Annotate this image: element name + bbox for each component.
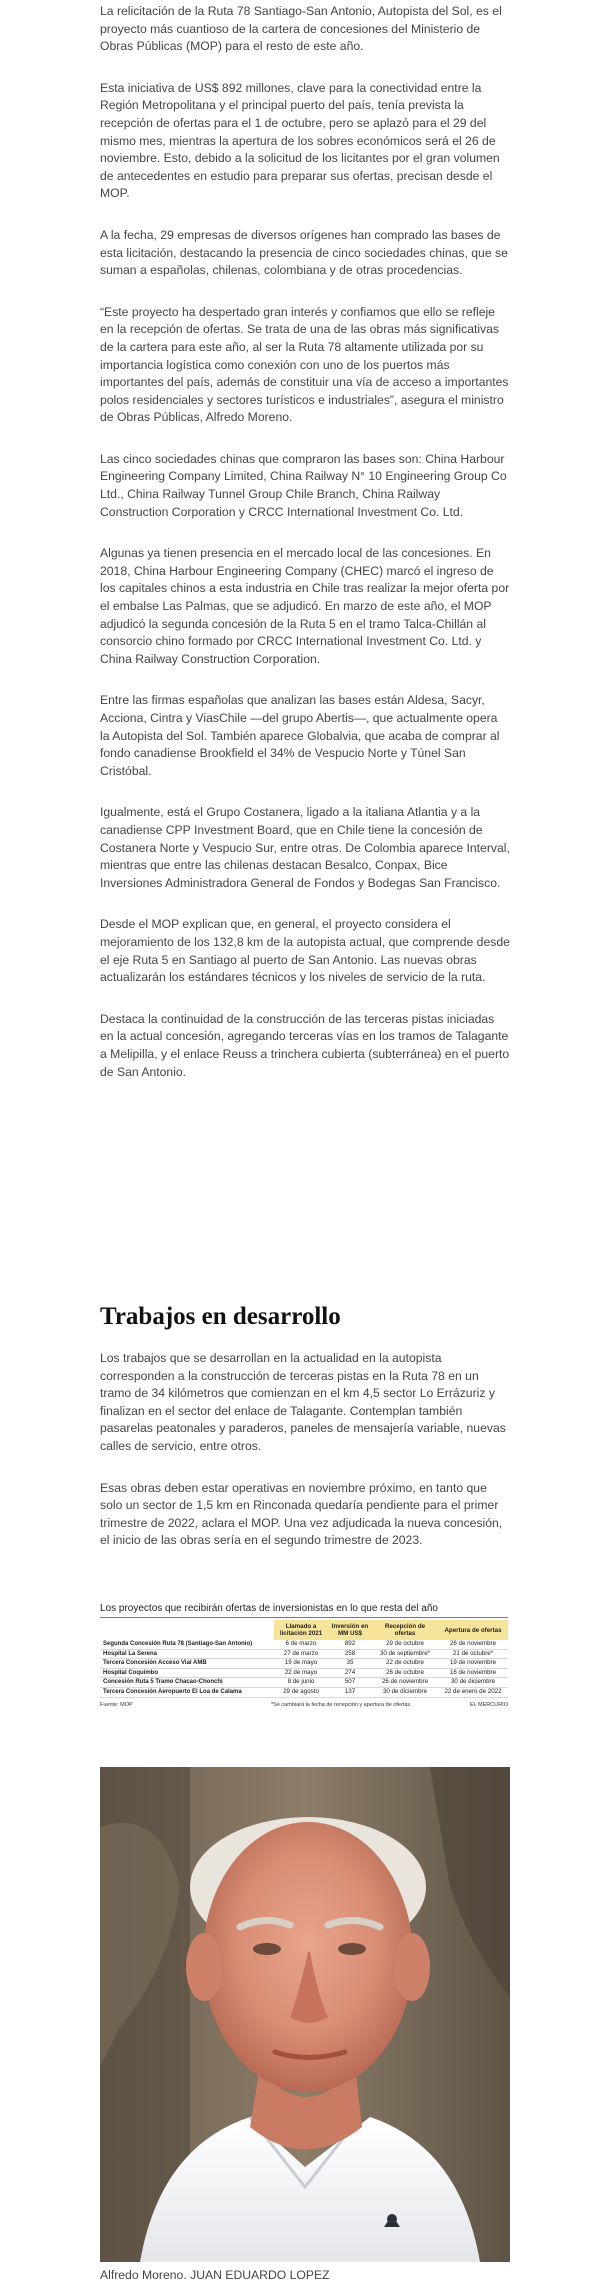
tender-date-cell: 29 de agosto <box>274 1687 328 1697</box>
article-paragraph: Desde el MOP explican que, en general, el proyecto considera el mejoramiento de los 132,8 km de la autopista actual, que comprende desde el eje Ruta 5 en Santiago al puerto de San Antonio. Las nuevas obras actualizarán los estándares técnicos y los niveles de servicio de la ruta. <box>100 917 510 985</box>
portrait-illustration <box>100 1767 510 2262</box>
project-name-cell: Concesión Ruta 5 Tramo Chacao-Chonchi <box>100 1678 274 1688</box>
quote-paragraph: “Este proyecto ha despertado gran interés y confiamos que ello se refleje en la recepción de ofertas. Se trata de una de las obras más significativas de la cartera para este año, al ser la Ruta 78 altamente utilizada por su importancia logística como conexión con uno de los puertos más importantes del país, además de constituir una vía de acceso a importantes polos residenciales y sectores turísticos e industriales”, asegura el ministro de Obras Públicas, Alfredo Moreno. <box>100 304 509 425</box>
table-row <box>100 1649 508 1659</box>
table-row <box>100 1640 508 1649</box>
article-paragraph: Esas obras deben estar operativas en noviembre próximo, en tanto que solo un sector de 1,5 km en Rinconada quedaría pendiente para el primer trimestre de 2022, aclara el MOP. Una vez adjudicada la nueva concesión, el inicio de las obras sería en el segundo trimestre de 2023. <box>100 1480 503 1548</box>
tender-date-cell: 22 de mayo <box>274 1668 328 1678</box>
opening-date-cell: 21 de octubre* <box>438 1649 508 1659</box>
project-name-cell: Hospital La Serena <box>100 1649 274 1659</box>
table-source: Fuente: MOP <box>100 1701 133 1708</box>
photo-caption: Alfredo Moreno. JUAN EDUARDO LOPEZ <box>100 2268 330 2282</box>
article-paragraph: Algunas ya tienen presencia en el mercado local de las concesiones. En 2018, China Harbour Engineering Company (CHEC) marcó el ingreso de los capitales chinos a esta industria en Chile tras realizar la mejor oferta por el embalse Las Palmas, que se adjudicó. En marzo de este año, el MOP adjudicó la segunda concesión de la Ruta 5 en el tramo Talca-Chillán al consorcio chino formado por CRCC International Investment Co. Ltd. y China Railway Construction Corporation. <box>100 546 510 666</box>
table-row <box>100 1668 508 1678</box>
project-name-cell: Tercera Concesión Acceso Vial AMB <box>100 1659 274 1669</box>
table-rule <box>100 1617 508 1618</box>
investment-cell: 892 <box>328 1640 372 1649</box>
article-paragraph: Los trabajos que se desarrollan en la actualidad en la autopista corresponden a la construcción de terceras pistas en la Ruta 78 en un tramo de 34 kilómetros que comienzan en el km 4,5 sector Lo Errázuriz y finalizan en el sector del enlace de Talagante. Contemplan también pasarelas peatonales y paraderos, paneles de mensajería variable, nuevas calles de servicio, entre otros. <box>100 1351 506 1453</box>
table-row <box>100 1687 508 1697</box>
opening-date-cell: 19 de noviembre <box>438 1659 508 1669</box>
investment-cell: 258 <box>328 1649 372 1659</box>
article-paragraph: Esta iniciativa de US$ 892 millones, clave para la conectividad entre la Región Metropolitana y el principal puerto del país, tenía prevista la recepción de ofertas para el 1 de octubre, pero se aplazó para el 29 del mismo mes, mientras la apertura de los sobres económicos será el 26 de noviembre. Esto, debido a la solicitud de los licitantes por el gran volumen de antecedentes en estudio para preparar sus ofertas, precisan desde el MOP. <box>100 80 500 201</box>
table-credit: EL MERCURIO <box>469 1701 508 1708</box>
table-footnote: *Se cambiará la fecha de recepción y apertura de ofertas. <box>271 1701 412 1708</box>
table-header-cell: Inversión en MM US$ <box>328 1620 372 1640</box>
tender-date-cell: 8 de junio <box>274 1678 328 1688</box>
investment-cell: 35 <box>328 1659 372 1669</box>
article-paragraph: Igualmente, está el Grupo Costanera, ligado a la italiana Atlantia y a la canadiense CPP Investment Board, que en Chile tiene la concesión de Costanera Norte y Vespucio Sur, entre otras. De Colombia aparece Interval, mientras que entre las chilenas destacan Besalco, Conpax, Bice Inversiones Administradora General de Fondos y Bodegas San Francisco. <box>100 805 510 890</box>
reception-date-cell: 29 de octubre <box>372 1640 438 1649</box>
project-name-cell: Hospital Coquimbo <box>100 1668 274 1678</box>
reception-date-cell: 30 de diciembre <box>372 1687 438 1697</box>
table-header-cell: Llamado a licitación 2021 <box>274 1620 328 1640</box>
opening-date-cell: 26 de noviembre <box>438 1640 508 1649</box>
investment-cell: 274 <box>328 1668 372 1678</box>
article-paragraph: Las cinco sociedades chinas que compraron las bases son: China Harbour Engineering Company Limited, China Railway N° 10 Engineering Group Co Ltd., China Railway Tunnel Group Chile Branch, China Railway Construction Corporation y CRCC International Investment Co. Ltd. <box>100 451 507 519</box>
table-row <box>100 1659 508 1669</box>
table-header-cell: Recepción de ofertas <box>372 1620 438 1640</box>
investment-cell: 507 <box>328 1678 372 1688</box>
reception-date-cell: 22 de octubre <box>372 1659 438 1669</box>
article-paragraph: La relicitación de la Ruta 78 Santiago-San Antonio, Autopista del Sol, es el proyecto más cuantioso de la cartera de concesiones del Ministerio de Obras Públicas (MOP) para el resto de este año. <box>100 4 502 54</box>
projects-table <box>100 1620 508 1698</box>
table-title: Los proyectos que recibirán ofertas de inversionistas en lo que resta del año <box>100 1603 438 1614</box>
table-header-cell: Apertura de ofertas <box>438 1620 508 1640</box>
article-paragraph: Destaca la continuidad de la construcción de las terceras pistas iniciadas en la actual concesión, agregando terceras vías en los tramos de Talagante a Melipilla, y el enlace Reuss a trinchera cubierta (subterránea) en el puerto de San Antonio. <box>100 1011 510 1079</box>
section-block <box>100 1302 510 1332</box>
table-header-row <box>100 1620 508 1640</box>
projects-table-figure <box>100 1602 508 1708</box>
table-row <box>100 1678 508 1688</box>
table-header-cell <box>100 1620 274 1640</box>
tender-date-cell: 6 de marzo <box>274 1640 328 1649</box>
opening-date-cell: 30 de diciembre <box>438 1678 508 1688</box>
tender-date-cell: 19 de mayo <box>274 1659 328 1669</box>
reception-date-cell: 26 de octubre <box>372 1668 438 1678</box>
section-heading: Trabajos en desarrollo <box>100 1303 341 1330</box>
article-paragraph: A la fecha, 29 empresas de diversos orígenes han comprado las bases de esta licitación, destacando la presencia de cinco sociedades chinas, que se suman a españolas, chilenas, colombiana y de otras procedencias. <box>100 227 508 278</box>
tender-date-cell: 27 de marzo <box>274 1649 328 1659</box>
investment-cell: 137 <box>328 1687 372 1697</box>
opening-date-cell: 16 de noviembre <box>438 1668 508 1678</box>
reception-date-cell: 30 de septiembre* <box>372 1649 438 1659</box>
portrait-photo <box>100 1767 510 2262</box>
table-footer <box>100 1701 508 1709</box>
article-paragraph: Entre las firmas españolas que analizan las bases están Aldesa, Sacyr, Acciona, Cintra y ViasChile —del grupo Abertis—, que actualmente opera la Autopista del Sol. También aparece Globalvia, que acaba de comprar al fondo canadiense Brookfield el 34% de Vespucio Norte y Túnel San Cristóbal. <box>100 693 500 778</box>
opening-date-cell: 22 de enero de 2022 <box>438 1687 508 1697</box>
article-body-bottom <box>100 1350 510 1574</box>
article-body <box>100 3 510 1105</box>
project-name-cell: Tercera Concesión Aeropuerto El Loa de Calama <box>100 1687 274 1697</box>
project-name-cell: Segunda Concesión Ruta 78 (Santiago-San Antonio) <box>100 1640 274 1649</box>
reception-date-cell: 26 de noviembre <box>372 1678 438 1688</box>
